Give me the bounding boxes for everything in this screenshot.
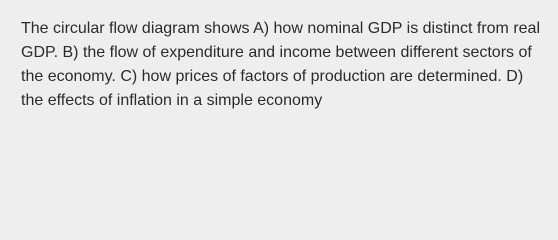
question-text: The circular flow diagram shows A) how nominal GDP is distinct from real GDP. B) the flow of expenditure and income between different sectors of the economy. C) how prices of factors of production are determined. D) the effects of inflation in a simple economy <box>21 20 540 109</box>
